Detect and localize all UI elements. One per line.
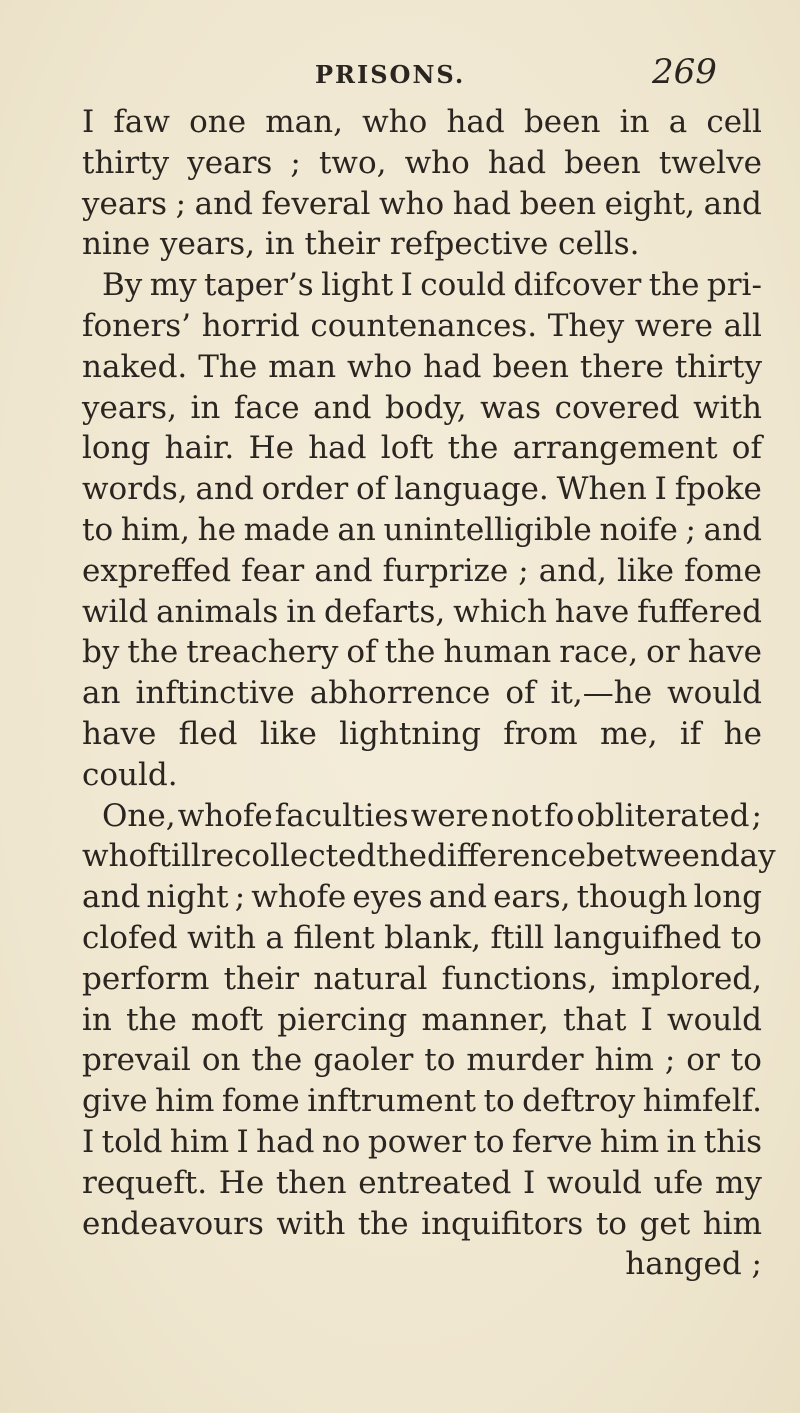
text-line: endeavours with the inquifitors to get him [82, 1205, 762, 1242]
text-line: years ; and feveral who had been eight, and [82, 185, 762, 222]
text-line: One, whofe faculties were not fo obliterated ; [102, 797, 762, 834]
text-line: to him, he made an unintelligible noife ; and [82, 511, 762, 548]
text-line: I faw one man, who had been in a cell [82, 104, 762, 140]
text-line: I told him I had no power to ferve him in this [82, 1123, 762, 1160]
text-line: long hair. He had loft the arrangement of [82, 430, 762, 467]
text-line: clofed with a filent blank, ftill languifhed to [82, 919, 762, 956]
text-line: in the moft piercing manner, that I would [82, 1001, 762, 1038]
running-head: PRISONS. [315, 60, 466, 89]
text-line: foners’ horrid countenances. They were all [82, 307, 762, 344]
text-line: prevail on the gaoler to murder him ; or to [82, 1042, 762, 1079]
text-line: could. [82, 756, 178, 793]
text-line: give him fome inftrument to deftroy himfelf. [82, 1083, 762, 1120]
text-line: thirty years ; two, who had been twelve [82, 144, 762, 181]
text-line: requeft. He then entreated I would ufe my [82, 1164, 762, 1201]
text-line: nine years, in their refpective cells. [82, 226, 640, 263]
text-line: wild animals in defarts, which have fuffered [82, 593, 762, 630]
text-line: who ftill recollected the difference between day [82, 838, 776, 875]
text-line: years, in face and body, was covered with [82, 389, 762, 426]
text-line: naked. The man who had been there thirty [82, 348, 762, 385]
text-line: an inftinctive abhorrence of it,—he would [82, 675, 762, 712]
text-line: By my taper’s light I could difcover the pri- [102, 267, 762, 304]
text-line: by the treachery of the human race, or have [82, 634, 762, 671]
text-line: expreffed fear and furprize ; and, like fome [82, 552, 762, 589]
text-line: words, and order of language. When I fpoke [82, 471, 762, 508]
text-line: hanged ; [625, 1246, 762, 1283]
body-text [82, 102, 776, 1285]
text-line: have fled like lightning from me, if he [82, 715, 762, 752]
text-line: perform their natural functions, implored, [82, 960, 762, 997]
text-line: and night ; whofe eyes and ears, though long [82, 879, 762, 916]
page-number: 269 [652, 52, 717, 92]
page-header [0, 52, 800, 92]
